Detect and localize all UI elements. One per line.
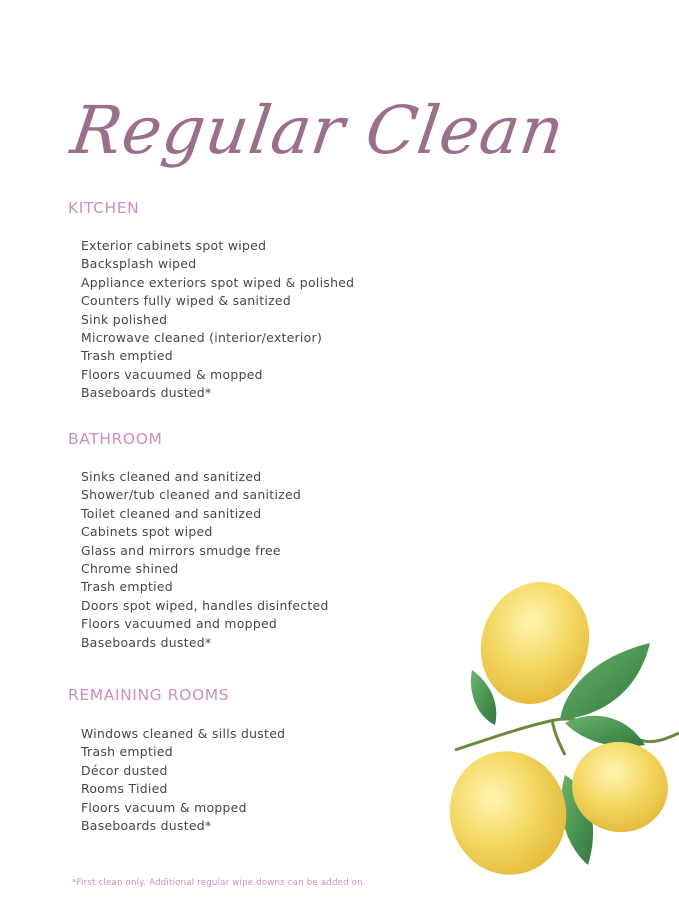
list-item: Backsplash wiped	[81, 256, 197, 272]
section-bathroom	[68, 430, 329, 652]
list-item: Toilet cleaned and sanitized	[81, 505, 262, 521]
list-item: Windows cleaned & sills dusted	[81, 726, 286, 741]
list-item: Trash emptied	[81, 348, 173, 364]
list-item: Floors vacuumed & mopped	[81, 366, 263, 382]
list-item: Counters fully wiped & sanitized	[81, 293, 291, 309]
page-title: Regular Clean	[66, 92, 570, 170]
list-item: Trash emptied	[81, 579, 173, 595]
list-item: Sinks cleaned and sanitized	[81, 469, 262, 484]
section-remaining-rooms	[68, 686, 285, 835]
list-item: Rooms Tidied	[81, 781, 168, 797]
list-item: Chrome shined	[81, 561, 179, 577]
list-item: Exterior cabinets spot wiped	[81, 238, 267, 253]
list-item: Shower/tub cleaned and sanitized	[81, 487, 302, 503]
list-item: Doors spot wiped, handles disinfected	[81, 597, 329, 613]
bathroom-list	[81, 468, 329, 652]
list-item: Décor dusted	[81, 762, 168, 778]
list-item: Glass and mirrors smudge free	[81, 542, 281, 558]
remaining-rooms-list	[81, 725, 285, 835]
section-heading-remaining-rooms: REMAINING ROOMS	[68, 686, 230, 704]
list-item: Baseboards dusted*	[81, 818, 212, 834]
list-item: Floors vacuum & mopped	[81, 799, 247, 815]
footnote: *First clean only. Additional regular wipe downs can be added on.	[72, 878, 366, 888]
section-kitchen	[68, 199, 354, 403]
list-item: Floors vacuumed and mopped	[81, 616, 278, 632]
lemons-illustration	[440, 575, 679, 895]
list-item: Microwave cleaned (interior/exterior)	[81, 330, 323, 346]
list-item: Baseboards dusted*	[81, 385, 212, 401]
list-item: Baseboards dusted*	[81, 634, 212, 650]
list-item: Trash emptied	[81, 744, 173, 760]
list-item: Sink polished	[81, 311, 168, 327]
section-heading-bathroom: BATHROOM	[68, 430, 163, 448]
section-heading-kitchen: KITCHEN	[68, 199, 140, 217]
kitchen-list	[81, 237, 354, 403]
list-item: Appliance exteriors spot wiped & polished	[81, 274, 355, 290]
list-item: Cabinets spot wiped	[81, 524, 213, 540]
